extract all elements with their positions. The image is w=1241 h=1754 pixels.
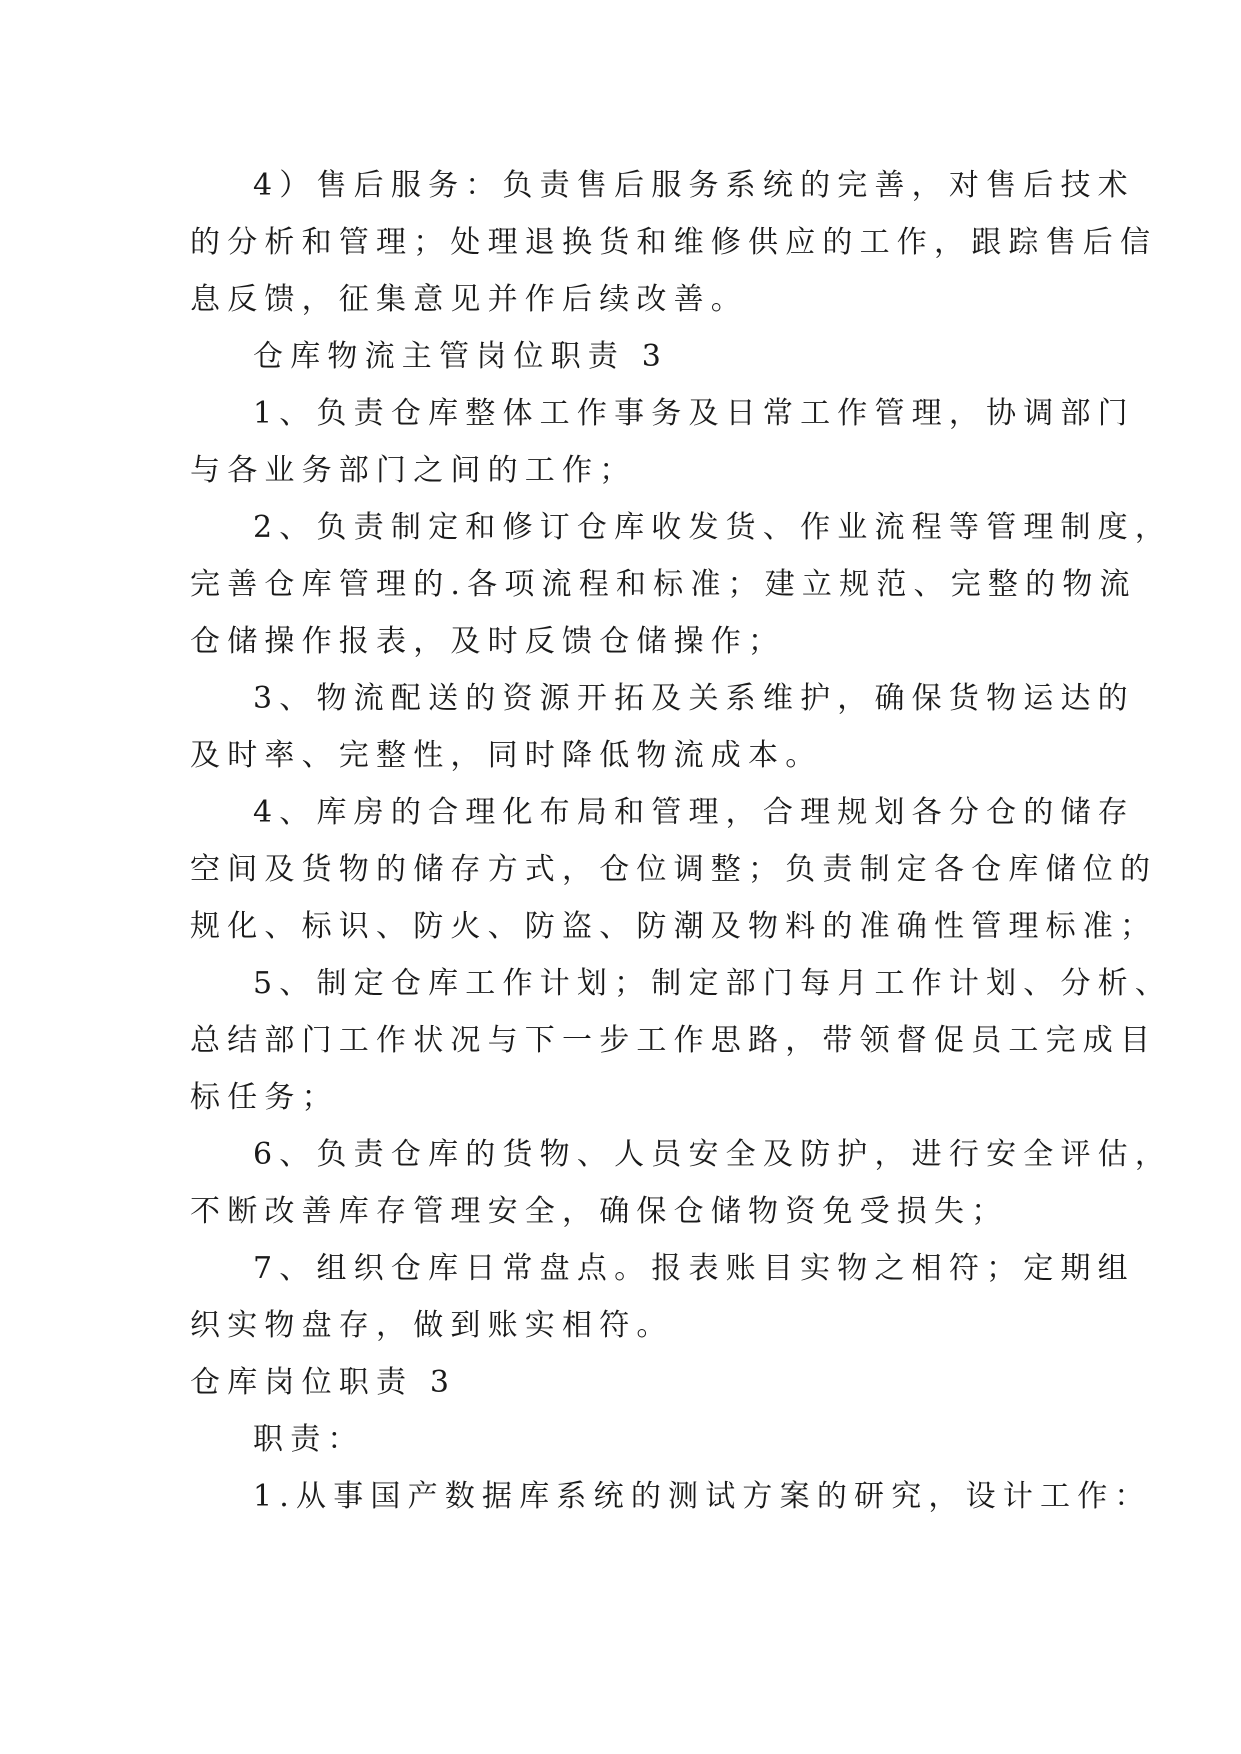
duty-4-line-3: 规化、标识、防火、防盗、防潮及物料的准确性管理标准； bbox=[190, 909, 1158, 944]
duty-1-line-1: 1、负责仓库整体工作事务及日常工作管理，协调部门 bbox=[253, 396, 1135, 431]
duty-7-line-1: 7、组织仓库日常盘点。报表账目实物之相符；定期组 bbox=[253, 1251, 1135, 1286]
duty-5-line-1: 5、制定仓库工作计划；制定部门每月工作计划、分析、 bbox=[253, 966, 1173, 1001]
duty-item-1: 1.从事国产数据库系统的测试方案的研究，设计工作： bbox=[253, 1479, 1152, 1514]
duty-7-line-2: 织实物盘存，做到账实相符。 bbox=[190, 1308, 674, 1343]
duty-2-line-1: 2、负责制定和修订仓库收发货、作业流程等管理制度， bbox=[253, 510, 1173, 545]
duty-4-line-2: 空间及货物的储存方式，仓位调整；负责制定各仓库储位的 bbox=[190, 852, 1158, 887]
duty-1-line-2: 与各业务部门之间的工作； bbox=[190, 453, 637, 488]
paragraph-after-sales-line-2: 的分析和管理；处理退换货和维修供应的工作，跟踪售后信 bbox=[190, 225, 1158, 260]
duty-2-line-3: 仓储操作报表，及时反馈仓储操作； bbox=[190, 624, 786, 659]
duty-2-line-2: 完善仓库管理的.各项流程和标准；建立规范、完整的物流 bbox=[190, 567, 1137, 602]
duty-4-line-1: 4、库房的合理化布局和管理，合理规划各分仓的储存 bbox=[253, 795, 1135, 830]
paragraph-after-sales-line-1: 4）售后服务：负责售后服务系统的完善，对售后技术 bbox=[253, 168, 1135, 203]
duty-3-line-1: 3、物流配送的资源开拓及关系维护，确保货物运达的 bbox=[253, 681, 1135, 716]
duties-label: 职责： bbox=[253, 1422, 365, 1457]
duty-6-line-1: 6、负责仓库的货物、人员安全及防护，进行安全评估， bbox=[253, 1137, 1173, 1172]
duty-6-line-2: 不断改善库存管理安全，确保仓储物资免受损失； bbox=[190, 1194, 1009, 1229]
duty-3-line-2: 及时率、完整性，同时降低物流成本。 bbox=[190, 738, 823, 773]
section-heading-warehouse-position: 仓库岗位职责 3 bbox=[190, 1365, 457, 1400]
paragraph-after-sales-line-3: 息反馈，征集意见并作后续改善。 bbox=[190, 282, 748, 317]
section-heading-logistics-supervisor: 仓库物流主管岗位职责 3 bbox=[253, 339, 669, 374]
duty-5-line-2: 总结部门工作状况与下一步工作思路，带领督促员工完成目 bbox=[190, 1023, 1158, 1058]
duty-5-line-3: 标任务； bbox=[190, 1080, 339, 1115]
